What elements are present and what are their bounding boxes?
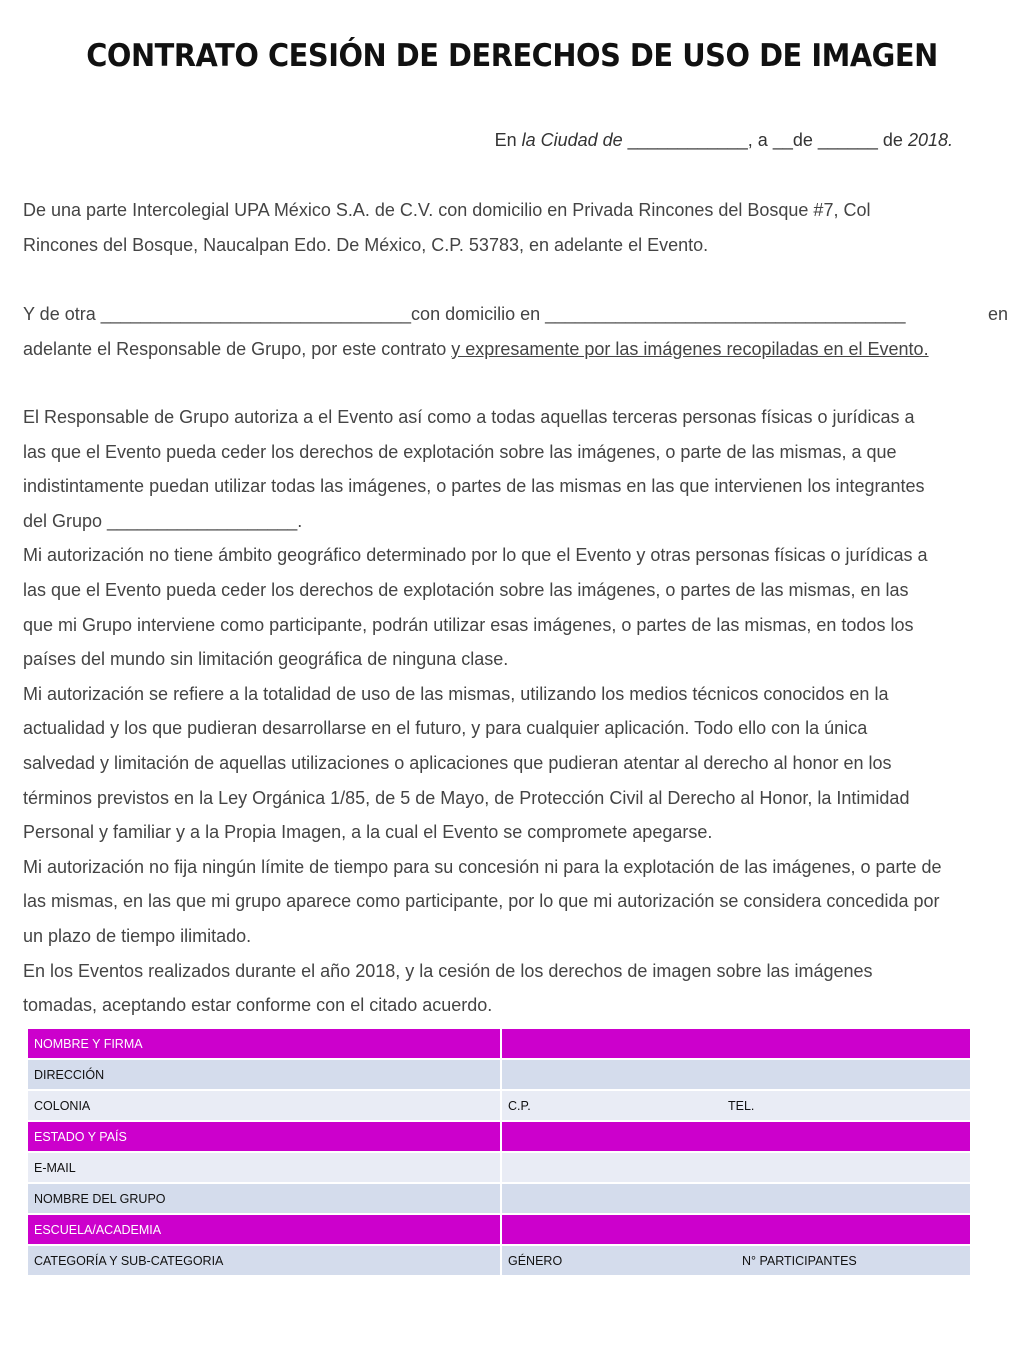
paragraph-line: salvedad y limitación de aquellas utilizaciones o aplicaciones que pudieran atentar al derecho al honor en los xyxy=(23,752,892,773)
gender-label: GÉNERO xyxy=(508,1253,563,1268)
paragraph-line xyxy=(23,297,1008,332)
group-name-label: NOMBRE DEL GRUPO xyxy=(27,1183,501,1214)
school-label: ESCUELA/ACADEMIA xyxy=(27,1214,501,1245)
postal-phone-split xyxy=(508,1099,964,1113)
name-signature-label: NOMBRE Y FIRMA xyxy=(27,1028,501,1059)
paragraph-line: Rincones del Bosque, Naucalpan Edo. De México, C.P. 53783, en adelante el Evento. xyxy=(23,234,709,255)
form-row-name-signature xyxy=(27,1028,971,1059)
colony-label: COLONIA xyxy=(27,1090,501,1121)
paragraph-line: las mismas, en las que mi grupo aparece como participante, por lo que mi autorización se considera concedida por xyxy=(23,891,940,912)
gender-participants-cell[interactable] xyxy=(501,1245,971,1276)
school-field[interactable] xyxy=(501,1214,971,1245)
paragraph-line: En los Eventos realizados durante el año 2018, y la cesión de los derechos de imagen sobre las imágenes xyxy=(23,960,873,981)
paragraph-line: indistintamente puedan utilizar todas las imágenes, o partes de las mismas en las que intervienen los integrantes xyxy=(23,476,925,497)
paragraph-line: términos previstos en la Ley Orgánica 1/85, de 5 de Mayo, de Protección Civil al Derecho al Honor, la Intimidad xyxy=(23,787,910,808)
paragraph-line xyxy=(23,332,1008,367)
paragraph-line: las que el Evento pueda ceder los derechos de explotación sobre las imágenes, o parte de las mismas, a que xyxy=(23,441,897,462)
paragraph-line: que mi Grupo interviene como participante, podrán utilizar esas imágenes, o partes de las mismas, en todos los xyxy=(23,614,914,635)
email-field[interactable] xyxy=(501,1152,971,1183)
category-label: CATEGORÍA Y SUB-CATEGORIA xyxy=(27,1245,501,1276)
paragraph-line: un plazo de tiempo ilimitado. xyxy=(23,925,252,946)
paragraph-line: Personal y familiar y a la Propia Imagen, a la cual el Evento se compromete apegarse. xyxy=(23,822,713,843)
paragraph-parties-2 xyxy=(23,297,1008,366)
paragraph-line: actualidad y los que pudieran desarrollarse en el futuro, y para cualquier aplicación. Todo ello con la única xyxy=(23,718,868,739)
gender-participants-split xyxy=(508,1254,964,1268)
paragraph-line: Mi autorización no fija ningún límite de tiempo para su concesión ni para la explotación de las imágenes, o parte de xyxy=(23,856,942,877)
participants-label: N° PARTICIPANTES xyxy=(742,1253,857,1268)
paragraph-text: adelante el Responsable de Grupo, por este contrato xyxy=(23,338,452,359)
date-prefix: En xyxy=(494,130,522,150)
paragraph-line: países del mundo sin limitación geográfica de ninguna clase. xyxy=(23,649,509,670)
form-row-state-country xyxy=(27,1121,971,1152)
paragraph-line: tomadas, aceptando estar conforme con el citado acuerdo. xyxy=(23,995,493,1016)
name-signature-field[interactable] xyxy=(501,1028,971,1059)
paragraph-line-left: Y de otra _______________________________con domicilio en ____________________________________ xyxy=(23,304,906,324)
form-row-address xyxy=(27,1059,971,1090)
form-row-school xyxy=(27,1214,971,1245)
email-label: E-MAIL xyxy=(27,1152,501,1183)
paragraph-authorization xyxy=(23,400,1008,1023)
form-row-email xyxy=(27,1152,971,1183)
underlined-text: y expresamente por las imágenes recopiladas en el Evento. xyxy=(451,338,929,359)
form-row-colony xyxy=(27,1090,971,1121)
date-city-label: la Ciudad de xyxy=(521,130,623,150)
form-row-group-name xyxy=(27,1183,971,1214)
paragraph-line: Mi autorización no tiene ámbito geográfico determinado por lo que el Evento y otras personas físicas o jurídicas a xyxy=(23,545,928,566)
paragraph-line-right: en xyxy=(987,304,1008,324)
form-row-category xyxy=(27,1245,971,1276)
date-blanks: ____________, a __de ______ de xyxy=(622,130,908,150)
address-field[interactable] xyxy=(501,1059,971,1090)
document-title: CONTRATO CESIÓN DE DERECHOS DE USO DE IMAGEN xyxy=(86,38,938,74)
paragraph-line: las que el Evento pueda ceder los derechos de explotación sobre las imágenes, o partes de las mismas, en las xyxy=(23,579,909,600)
date-year: 2018. xyxy=(907,130,953,150)
paragraph-line: del Grupo ___________________. xyxy=(23,510,303,531)
paragraph-line: El Responsable de Grupo autoriza a el Evento así como a todas aquellas terceras personas físicas o jurídicas a xyxy=(23,407,915,427)
phone-label: TEL. xyxy=(728,1098,755,1113)
paragraph-line: De una parte Intercolegial UPA México S.A. de C.V. con domicilio en Privada Rincones del Bosque #7, Col xyxy=(23,200,871,220)
postal-code-label: C.P. xyxy=(508,1098,531,1113)
paragraph-line: Mi autorización se refiere a la totalidad de uso de las mismas, utilizando los medios técnicos conocidos en la xyxy=(23,683,889,704)
date-line xyxy=(495,130,953,151)
postal-phone-cell[interactable] xyxy=(501,1090,971,1121)
address-label: DIRECCIÓN xyxy=(27,1059,501,1090)
registration-form-table xyxy=(26,1027,972,1277)
state-country-label: ESTADO Y PAÍS xyxy=(27,1121,501,1152)
group-name-field[interactable] xyxy=(501,1183,971,1214)
paragraph-parties-1 xyxy=(23,193,1008,262)
state-country-field[interactable] xyxy=(501,1121,971,1152)
